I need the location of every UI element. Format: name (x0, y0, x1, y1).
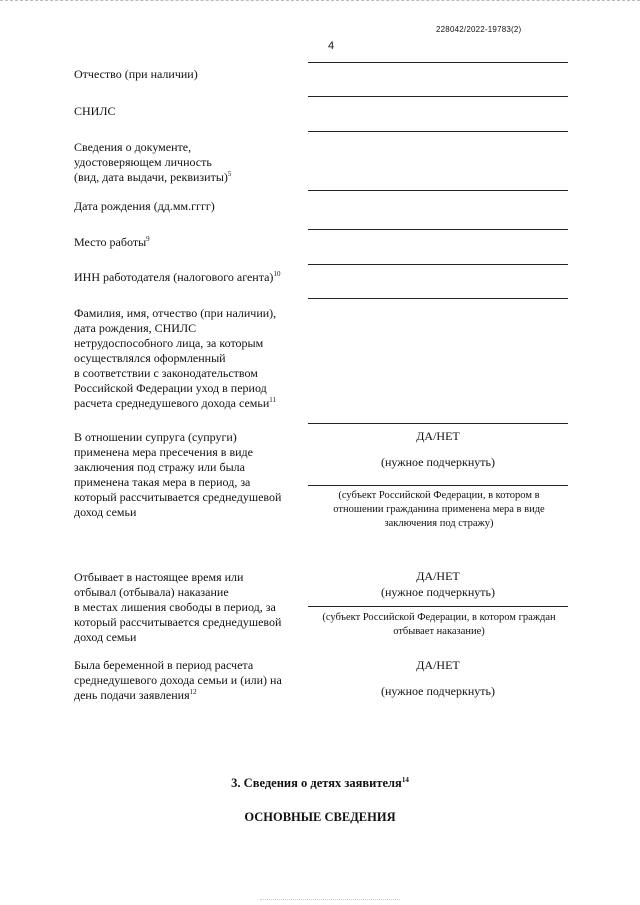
spouse-custody-subject-note: (субъект Российской Федерации, в котором в отношении гражданина применена мера в виде заключения под стражу) (333, 490, 545, 529)
disabled-person-label: Фамилия, имя, отчество (при наличии), дата рождения, СНИЛС нетрудоспособного лица, за которым осуществлялся оформленный в соответствии с законодательством Российской Федерации уход в период расчета среднедушевого дохода семьи$^{11}$ (74, 306, 277, 410)
answer-line-employer-inn (308, 298, 568, 299)
workplace-label: Место работы$^9$ (74, 235, 150, 249)
serving-sentence-yes-no[interactable]: ДА/НЕТ (416, 569, 460, 583)
page-number: 4 (328, 40, 335, 52)
answer-line-birth-date (308, 229, 568, 230)
serving-sentence-subject-note: (субъект Российской Федерации, в котором граждан отбывает наказание) (322, 612, 556, 637)
answer-line-sentence-subject (308, 606, 568, 607)
snils-label: СНИЛС (74, 104, 116, 118)
document-id: 228042/2022-19783(2) (436, 25, 522, 34)
employer-inn-label: ИНН работодателя (налогового агента)$^{10}$ (74, 270, 281, 284)
answer-line-identity-doc (308, 190, 568, 191)
patronymic-label: Отчество (при наличии) (74, 67, 198, 81)
answer-line-patronymic (308, 96, 568, 97)
answer-line-disabled-person (308, 423, 568, 424)
answer-line-spouse-subject (308, 485, 568, 486)
pregnancy-yes-no[interactable]: ДА/НЕТ (416, 658, 460, 672)
scan-edge (0, 0, 640, 7)
serving-sentence-hint: (нужное подчеркнуть) (381, 585, 495, 599)
pregnancy-hint: (нужное подчеркнуть) (381, 684, 495, 698)
section-title: 3. Сведения о детях заявителя$^{14}$ (231, 776, 409, 790)
birth-date-label: Дата рождения (дд.мм.гггг) (74, 199, 215, 213)
spouse-custody-yes-no[interactable]: ДА/НЕТ (416, 429, 460, 443)
serving-sentence-label: Отбывает в настоящее время или отбывал (отбывала) наказание в местах лишения свободы в период, за который рассчитывается среднедушевой доход семьи (74, 570, 282, 644)
answer-line-workplace (308, 264, 568, 265)
scan-artifact (260, 899, 400, 902)
pregnancy-label: Была беременной в период расчета среднедушевого дохода семьи и (или) на день подачи заявления$^{12}$ (74, 658, 282, 702)
identity-doc-label: Сведения о документе, удостоверяющем личность (вид, дата выдачи, реквизиты)$^5$ (74, 140, 232, 184)
spouse-custody-hint: (нужное подчеркнуть) (381, 455, 495, 469)
subsection-title: ОСНОВНЫЕ СВЕДЕНИЯ (244, 810, 396, 824)
answer-line-top (308, 62, 568, 63)
spouse-custody-label: В отношении супруга (супруги) применена мера пресечения в виде заключения под стражу или была применена такая мера в период, за который рассчитывается среднедушевой доход семьи (74, 430, 282, 519)
answer-line-snils (308, 131, 568, 132)
